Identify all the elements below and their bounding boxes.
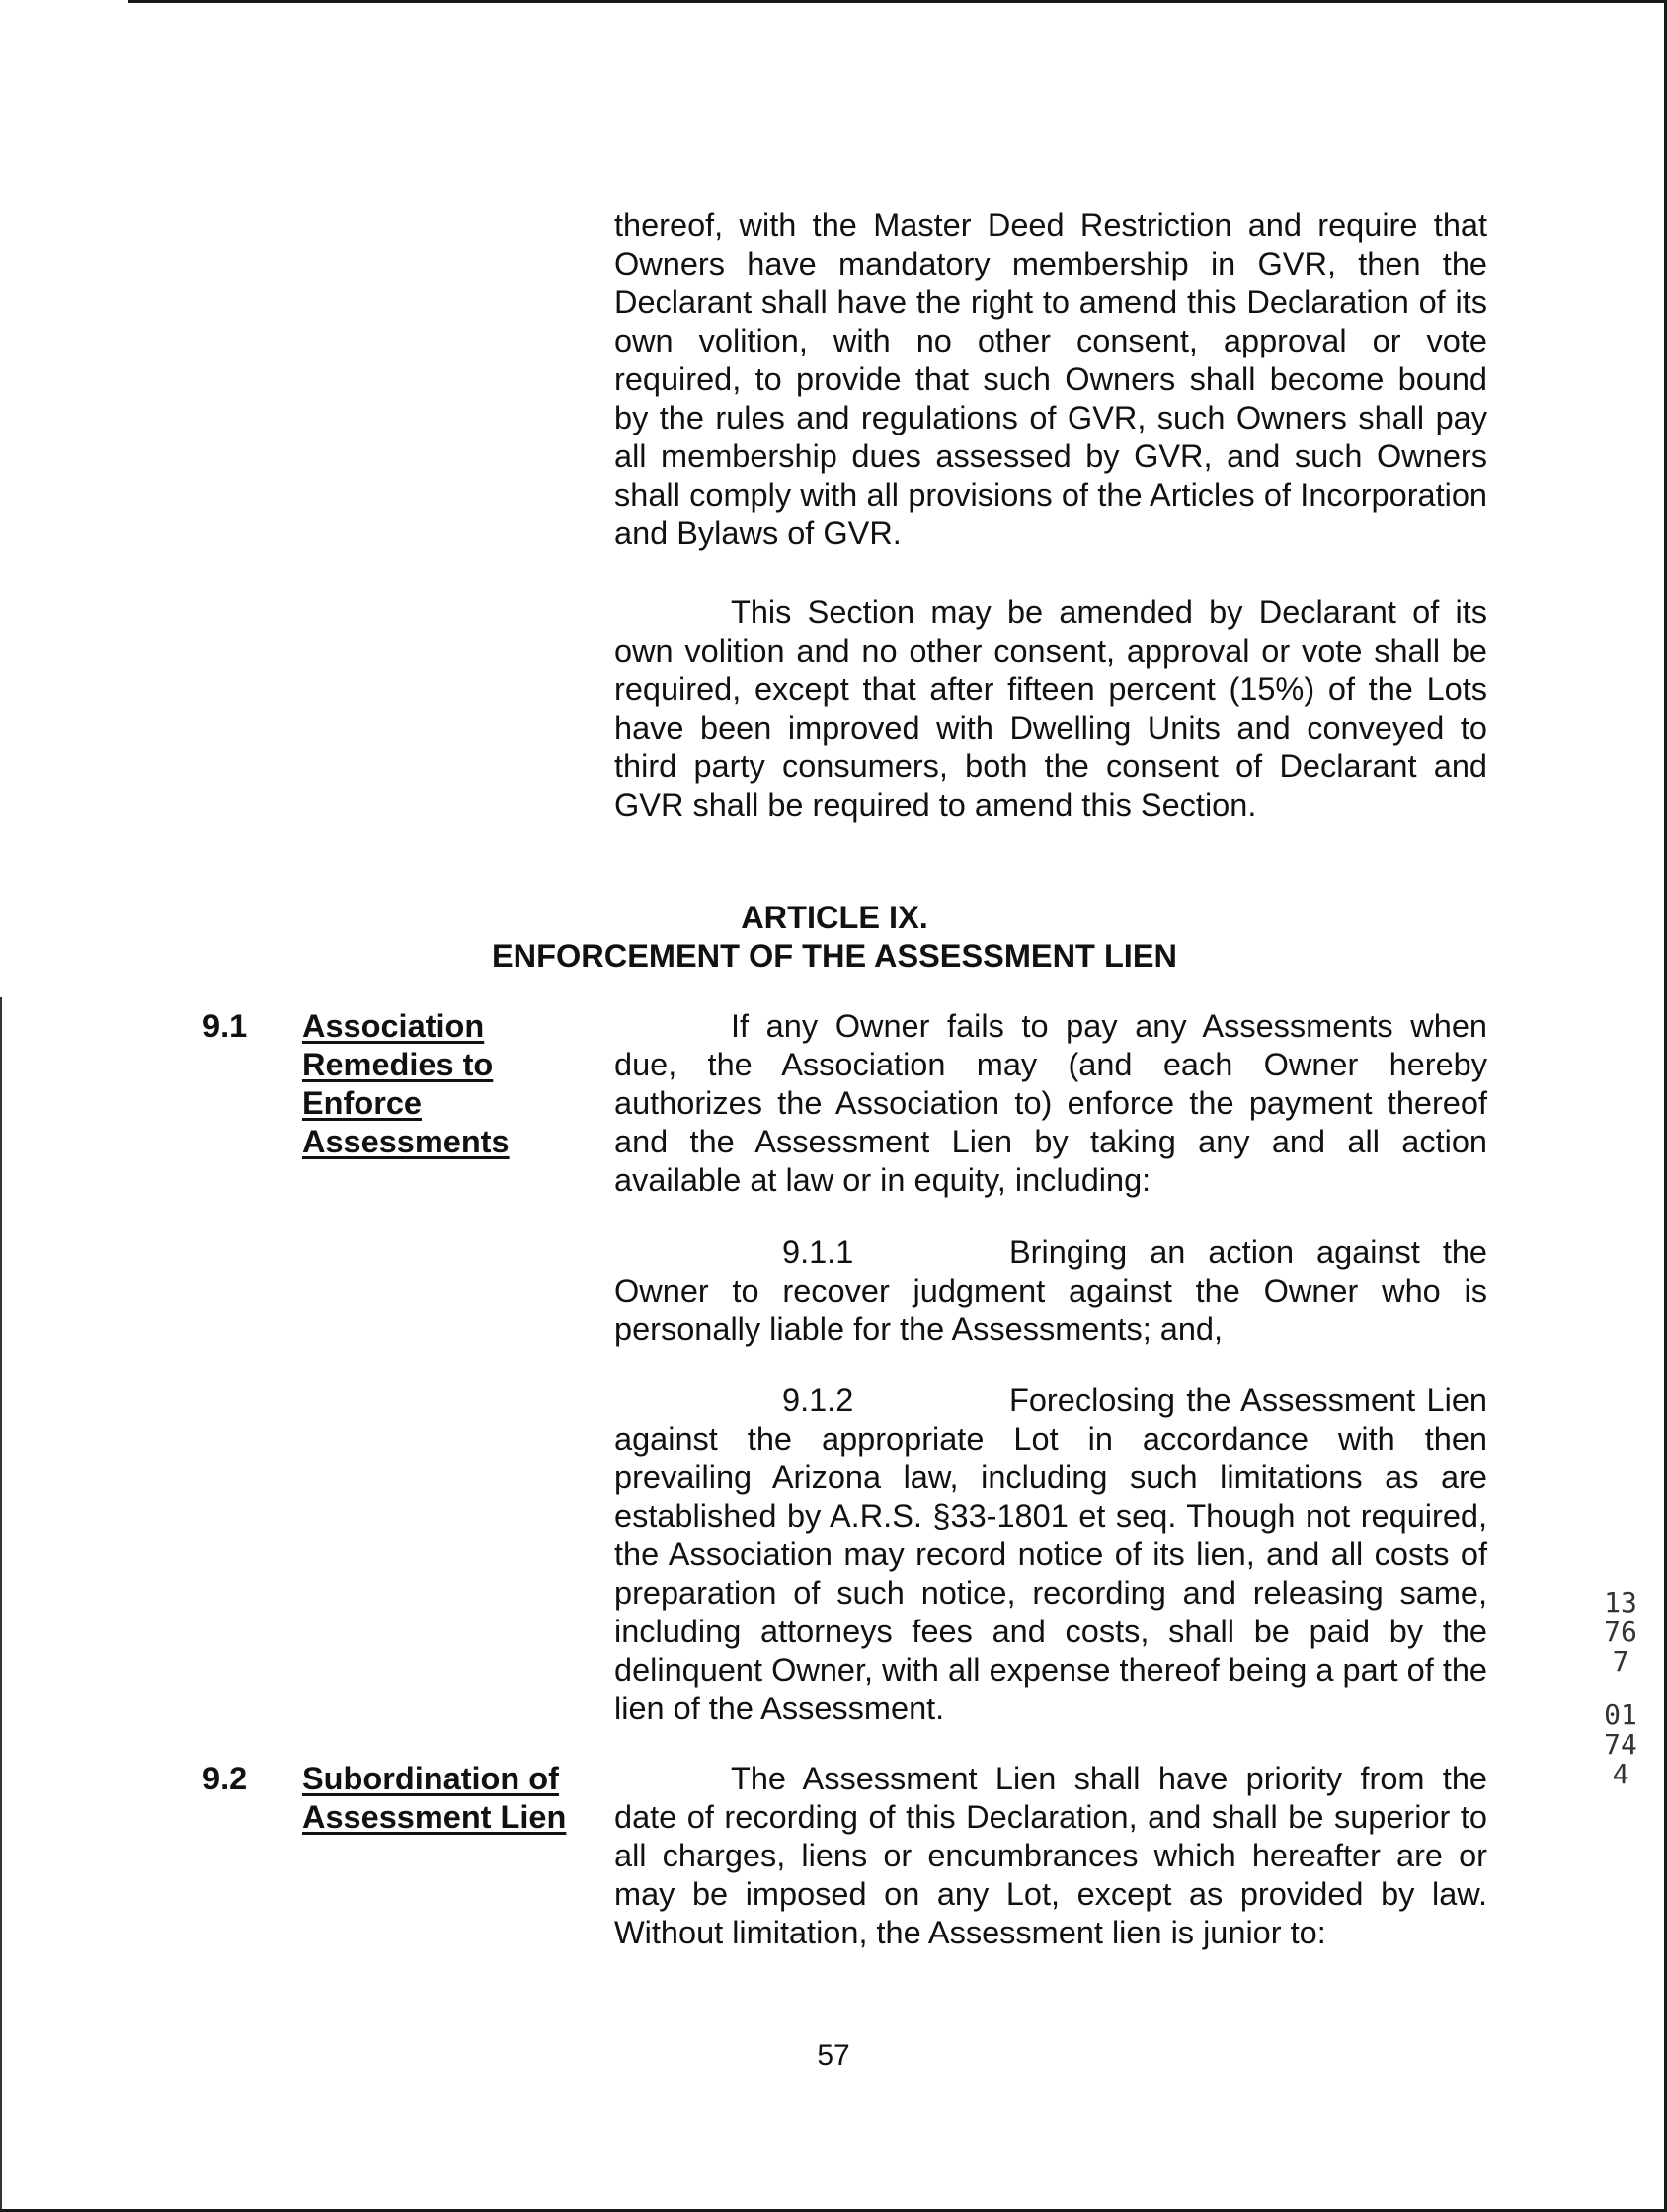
- section-title-line: Assessments: [302, 1124, 510, 1159]
- recording-stamp: [1601, 1588, 1640, 1789]
- subsection-body: Foreclosing the Assessment Lien against the appropriate Lot in accordance with then prevailing Arizona law, including such limitations as are established by A.R.S. §33-1801 et seq. Though not required, the Association may record notice of its lien, and all costs of preparation of such notice, recording and releasing same, including attorneys fees and costs, shall be paid by the delinquent Owner, with all expense thereof being a part of the lien of the Assessment.: [614, 1382, 1487, 1726]
- amendment-paragraph: This Section may be amended by Declarant of its own volition and no other consent, approval or vote shall be required, except that after fifteen percent (15%) of the Lots have been improved with Dwelling Units and conveyed to third party consumers, both the consent of Declarant and GVR shall be required to amend this Section.: [614, 594, 1487, 823]
- subsection-9-1-1: [614, 1233, 1487, 1349]
- article-title: ENFORCEMENT OF THE ASSESSMENT LIEN: [492, 938, 1177, 974]
- subsection-9-1-2: [614, 1382, 1487, 1728]
- intro-paragraph: thereof, with the Master Deed Restriction and require that Owners have mandatory membership in GVR, then the Declarant shall have the right to amend this Declaration of its own volition, with no other consent, approval or vote required, to provide that such Owners shall become bound by the rules and regulations of GVR, such Owners shall pay all membership dues assessed by GVR, and such Owners shall comply with all provisions of the Articles of Incorporation and Bylaws of GVR.: [614, 207, 1487, 551]
- section-title-line: Association: [302, 1008, 485, 1044]
- section-title-line: Enforce: [302, 1085, 423, 1121]
- section-title-line: Assessment Lien: [302, 1799, 567, 1835]
- section-title-line: Remedies to: [302, 1047, 494, 1082]
- scan-edge-top: [128, 0, 1667, 3]
- section-title-9-1: [302, 1007, 510, 1161]
- recording-stamp-gap: [1601, 1677, 1640, 1700]
- page-number: 57: [817, 2039, 850, 2072]
- section-number-9-1: 9.1: [202, 1008, 248, 1044]
- subsection-body: Bringing an action against the Owner to recover judgment against the Owner who is personally liable for the Assessments; and,: [614, 1234, 1487, 1347]
- subsection-number: 9.1.2: [782, 1382, 854, 1418]
- article-number: ARTICLE IX.: [741, 900, 928, 935]
- recording-stamp-part: 13767: [1604, 1586, 1637, 1678]
- subsection-number: 9.1.1: [782, 1234, 854, 1270]
- article-heading: [296, 899, 1373, 976]
- section-title-line: Subordination of: [302, 1761, 559, 1796]
- section-title-9-2: [302, 1760, 566, 1837]
- section-number-9-2: 9.2: [202, 1761, 248, 1796]
- section-9-1-body: If any Owner fails to pay any Assessments when due, the Association may (and each Owner hereby authorizes the Association to) enforce the payment thereof and the Assessment Lien by taking any and all action available at law or in equity, including:: [614, 1008, 1487, 1198]
- section-9-2-body: The Assessment Lien shall have priority from the date of recording of this Declaration, and shall be superior to all charges, liens or encumbrances which hereafter are or may be imposed on any Lot, except as provided by law. Without limitation, the Assessment lien is junior to:: [614, 1761, 1487, 1950]
- recording-stamp-part: 01744: [1604, 1698, 1637, 1790]
- scan-edge-left: [0, 997, 2, 2212]
